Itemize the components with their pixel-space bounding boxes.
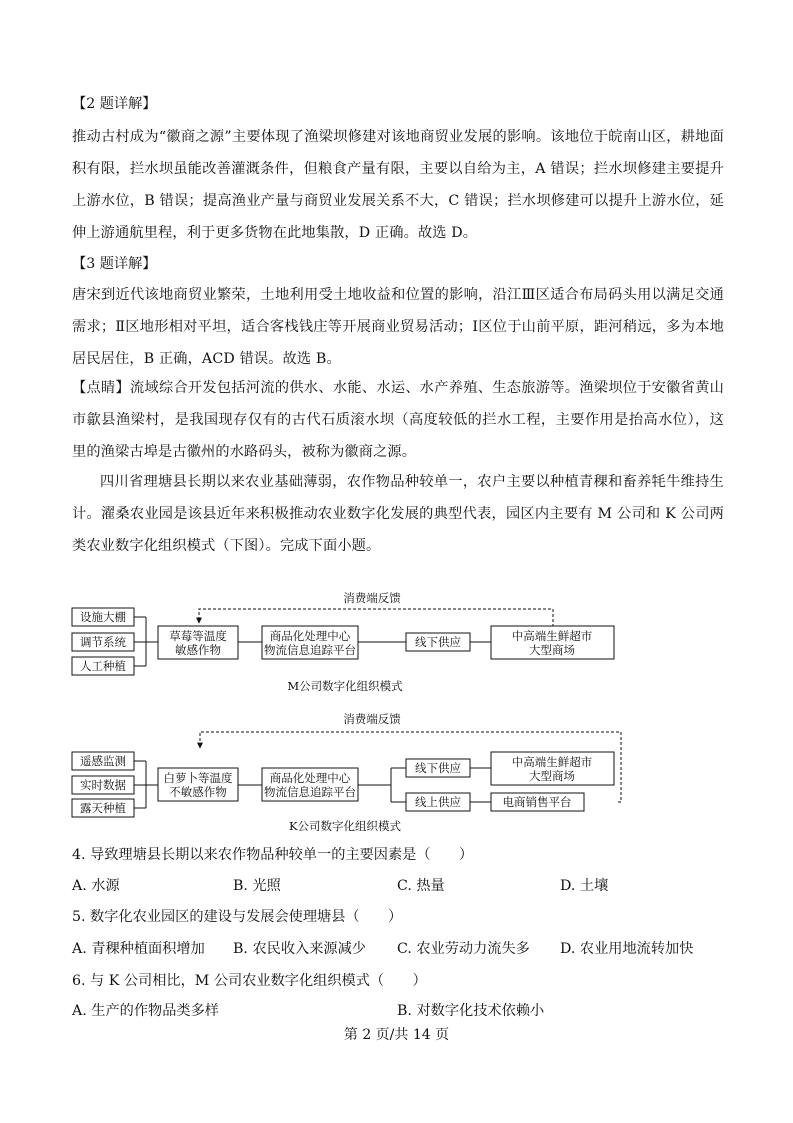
k-feedback-label: 消费端反馈: [343, 712, 401, 726]
k-market-line2: 大型商场: [529, 769, 575, 783]
m-input-label: 设施大棚: [80, 610, 126, 624]
question-5-stem: 5. 数字化农业园区的建设与发展会使理塘县（ ）: [72, 909, 403, 925]
q5-option-a: A. 青稞种植面积增加: [72, 941, 205, 957]
k-caption: K公司数字化组织模式: [288, 819, 402, 833]
k-input-connector: [134, 761, 158, 808]
q6-option-b: B. 对数字化技术依赖小: [397, 1003, 545, 1019]
k-center-line1: 商品化处理中心: [269, 771, 351, 785]
q4-option-c: C. 热量: [397, 878, 445, 894]
q4-option-a: A. 水源: [72, 878, 120, 894]
k-market-line1: 中高端生鲜超市: [511, 755, 593, 769]
m-company-diagram: [60, 585, 660, 697]
m-offline-label: 线下供应: [415, 635, 461, 649]
m-feedback-label: 消费端反馈: [343, 591, 401, 605]
k-branch-connector: [358, 768, 406, 802]
k-input-label: 实时数据: [80, 778, 126, 792]
k-crop-line2: 不敏感作物: [169, 785, 227, 799]
m-crop-line1: 草莓等温度: [169, 629, 227, 643]
k-crop-line1: 白萝卜等温度: [163, 771, 233, 785]
m-input-connector: [134, 617, 158, 666]
m-crop-line2: 敏感作物: [175, 643, 221, 657]
k-input-label: 露天种植: [80, 801, 126, 815]
q6-option-a: A. 生产的作物品类多样: [72, 1003, 219, 1019]
dianjing-text: 【点睛】流域综合开发包括河流的供水、水能、水运、水产养殖、生态旅游等。渔梁坝位于安徽省黄山市歙县渔梁村，是我国现存仅有的古代石质滚水坝（高度较低的拦水工程，主要作用是抬高水位），这里的渔梁古埠是古徽州的水路码头，被称为徽商之源。: [72, 380, 724, 460]
section2-heading: 【2 题详解】: [72, 96, 157, 112]
k-ecommerce-label: 电商销售平台: [502, 795, 572, 809]
intro-text: 四川省理塘县长期以来农业基础薄弱，农作物品种较单一，农户主要以种植青稞和畜养牦牛维持生计。濯桑农业园是该县近年来积极推动农业数字化发展的典型代表，园区内主要有 M 公司和 K 公司两类农业数字化组织模式（下图）。完成下面小题。: [72, 474, 724, 554]
k-center-line2: 物流信息追踪平台: [264, 785, 356, 799]
q4-option-d: D. 土壤: [560, 878, 609, 894]
section2-text: 推动古村成为“徽商之源”主要体现了渔梁坝修建对该地商贸业发展的影响。该地位于皖南山区，耕地面积有限，拦水坝虽能改善灌溉条件，但粮食产量有限，主要以自给为主，A 错误；拦水坝修建主要提升上游水位，B 错误；提高渔业产量与商贸业发展关系不大，C 错误；拦水坝修建可以提升上游水位，延伸上游通航里程，利于更多货物在此地集散，D 正确。故选 D。: [72, 129, 724, 241]
question-4-stem: 4. 导致理塘县长期以来农作物品种较单一的主要因素是（ ）: [72, 847, 474, 863]
question-6-stem: 6. 与 K 公司相比，M 公司农业数字化组织模式（ ）: [72, 973, 427, 989]
m-market-line2: 大型商场: [529, 643, 575, 657]
m-input-label: 调节系统: [80, 635, 126, 649]
k-company-diagram: [60, 706, 660, 838]
q4-option-b: B. 光照: [233, 878, 281, 894]
m-caption: M公司数字化组织模式: [287, 679, 403, 693]
section3-heading: 【3 题详解】: [72, 256, 157, 272]
q5-option-b: B. 农民收入来源减少: [233, 941, 366, 957]
section3-text: 唐宋到近代该地商贸业繁荣，土地利用受土地收益和位置的影响，沿江Ⅲ区适合布局码头用以满足交通需求；Ⅱ区地形相对平坦，适合客栈钱庄等开展商业贸易活动；Ⅰ区位于山前平原，距河稍远，多为本地居民居住，B 正确，ACD 错误。故选 B。: [72, 287, 724, 367]
m-feedback-arrow: [199, 609, 553, 627]
m-market-line1: 中高端生鲜超市: [511, 629, 593, 643]
page-footer: 第 2 页/共 14 页: [343, 1027, 450, 1043]
k-offline-label: 线下供应: [415, 761, 461, 775]
m-input-label: 人工种植: [80, 659, 126, 673]
m-center-line1: 商品化处理中心: [269, 629, 351, 643]
k-input-label: 遥感监测: [80, 754, 126, 768]
m-center-line2: 物流信息追踪平台: [264, 643, 356, 657]
k-online-label: 线上供应: [415, 795, 461, 809]
q5-option-d: D. 农业用地流转加快: [560, 941, 694, 957]
q5-option-c: C. 农业劳动力流失多: [397, 941, 530, 957]
